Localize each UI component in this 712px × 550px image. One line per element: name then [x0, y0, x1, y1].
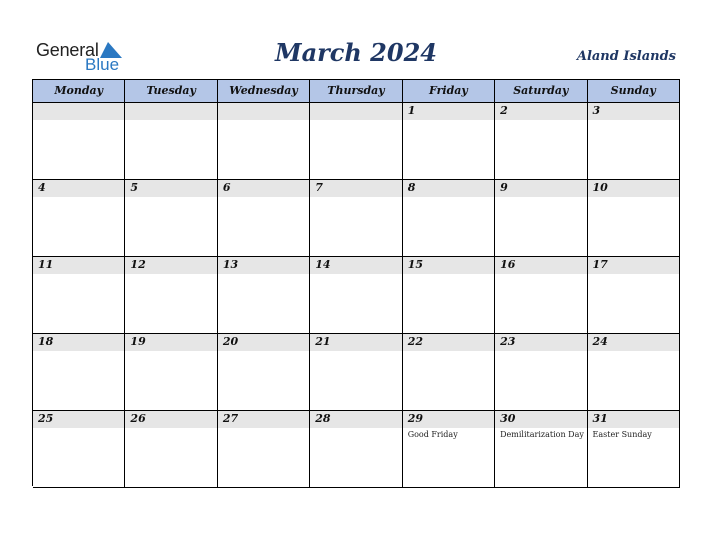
- day-cell: [495, 180, 587, 257]
- week-row: [33, 411, 680, 488]
- holiday-label: Easter Sunday: [592, 430, 652, 439]
- day-cell: [125, 411, 217, 488]
- day-cell: [33, 180, 125, 257]
- day-number: 8: [407, 181, 416, 194]
- day-number-bar: [588, 411, 679, 428]
- weekday-header: Friday: [403, 80, 495, 103]
- day-number: 6: [222, 181, 231, 194]
- day-cell: [403, 103, 495, 180]
- day-number-bar: [403, 103, 494, 120]
- day-cell: [218, 103, 310, 180]
- day-cell: [125, 180, 217, 257]
- day-number: 19: [130, 335, 146, 348]
- day-number-bar: [403, 411, 494, 428]
- weekday-header: Monday: [33, 80, 125, 103]
- day-number: 9: [500, 181, 508, 194]
- day-number: 18: [38, 335, 54, 348]
- weekday-header: Tuesday: [125, 80, 217, 103]
- day-cell: [33, 411, 125, 488]
- day-cell: [33, 103, 125, 180]
- weekday-header: Sunday: [588, 80, 680, 103]
- day-number: 22: [407, 335, 423, 348]
- day-number: 15: [407, 258, 423, 271]
- day-number-bar: [218, 334, 309, 351]
- day-number-bar: [495, 103, 586, 120]
- day-number-bar: [310, 257, 401, 274]
- day-number: 30: [500, 412, 516, 425]
- day-number-bar: [33, 180, 124, 197]
- day-number-bar: [218, 257, 309, 274]
- holiday-label: Demilitarization Day: [500, 430, 584, 439]
- day-number-bar: [588, 103, 679, 120]
- day-cell: [218, 257, 310, 334]
- week-row: [33, 103, 680, 180]
- day-cell: [588, 103, 680, 180]
- week-row: [33, 334, 680, 411]
- day-number: 24: [592, 335, 608, 348]
- day-number: 1: [407, 104, 416, 117]
- day-cell: [495, 334, 587, 411]
- region-label: Aland Islands: [576, 49, 676, 64]
- day-number: 11: [38, 258, 54, 271]
- holiday-label: Good Friday: [407, 430, 458, 439]
- day-number-bar: [33, 257, 124, 274]
- page-title: March 2024: [275, 38, 437, 67]
- day-number: 4: [38, 181, 46, 194]
- day-number-bar: [495, 334, 586, 351]
- day-number-bar: [588, 334, 679, 351]
- day-number-bar: [125, 411, 216, 428]
- day-cell: [218, 334, 310, 411]
- week-row: [33, 257, 680, 334]
- day-number-bar: [403, 180, 494, 197]
- day-number-bar: [218, 411, 309, 428]
- day-cell: [588, 257, 680, 334]
- weekday-header-row: [33, 80, 680, 103]
- day-number: 17: [592, 258, 608, 271]
- day-cell: [218, 180, 310, 257]
- day-number-bar: [310, 180, 401, 197]
- calendar-grid: [32, 79, 680, 486]
- day-number-bar: [125, 103, 216, 120]
- day-number: 26: [130, 412, 146, 425]
- day-number: 23: [500, 335, 516, 348]
- logo-text-blue: Blue: [85, 55, 120, 74]
- logo-text-general: General: [36, 40, 99, 60]
- weekday-header: Wednesday: [218, 80, 310, 103]
- day-number-bar: [125, 180, 216, 197]
- day-cell: [495, 257, 587, 334]
- day-number: 5: [130, 181, 139, 194]
- day-number-bar: [403, 257, 494, 274]
- day-cell: [310, 103, 402, 180]
- day-number: 25: [38, 412, 54, 425]
- day-number: 10: [592, 181, 608, 194]
- day-number-bar: [310, 411, 401, 428]
- day-number: 14: [315, 258, 331, 271]
- day-cell: [218, 411, 310, 488]
- day-number: 16: [500, 258, 516, 271]
- day-cell: [33, 257, 125, 334]
- day-number-bar: [310, 103, 401, 120]
- day-number: 31: [592, 412, 608, 425]
- day-number: 28: [315, 412, 331, 425]
- day-cell: [125, 334, 217, 411]
- day-number: 2: [500, 104, 508, 117]
- day-cell: [403, 257, 495, 334]
- day-cell: [495, 103, 587, 180]
- day-cell: [33, 334, 125, 411]
- day-cell: [310, 257, 402, 334]
- weekday-header: Thursday: [310, 80, 402, 103]
- week-row: [33, 180, 680, 257]
- day-cell: [403, 411, 495, 488]
- day-number: 12: [130, 258, 146, 271]
- day-number: 13: [222, 258, 239, 271]
- day-cell: [403, 334, 495, 411]
- day-number-bar: [125, 334, 216, 351]
- day-cell: [125, 103, 217, 180]
- day-cell: [310, 334, 402, 411]
- day-number: 29: [407, 412, 423, 425]
- day-cell: [588, 180, 680, 257]
- day-number-bar: [495, 411, 586, 428]
- day-number: 7: [315, 181, 323, 194]
- day-number-bar: [33, 334, 124, 351]
- calendar-weeks: [33, 103, 680, 488]
- day-number-bar: [218, 103, 309, 120]
- day-cell: [310, 180, 402, 257]
- day-cell: [495, 411, 587, 488]
- day-number: 21: [315, 335, 331, 348]
- day-cell: [588, 334, 680, 411]
- day-number-bar: [495, 180, 586, 197]
- day-number-bar: [33, 103, 124, 120]
- day-number: 20: [222, 335, 239, 348]
- day-cell: [310, 411, 402, 488]
- day-number: 3: [592, 104, 601, 117]
- day-number-bar: [588, 257, 679, 274]
- day-number-bar: [588, 180, 679, 197]
- weekday-header: Saturday: [495, 80, 587, 103]
- day-number-bar: [495, 257, 586, 274]
- day-cell: [588, 411, 680, 488]
- day-number: 27: [222, 412, 239, 425]
- day-number-bar: [310, 334, 401, 351]
- day-number-bar: [403, 334, 494, 351]
- day-number-bar: [125, 257, 216, 274]
- day-number-bar: [218, 180, 309, 197]
- day-cell: [403, 180, 495, 257]
- day-cell: [125, 257, 217, 334]
- day-number-bar: [33, 411, 124, 428]
